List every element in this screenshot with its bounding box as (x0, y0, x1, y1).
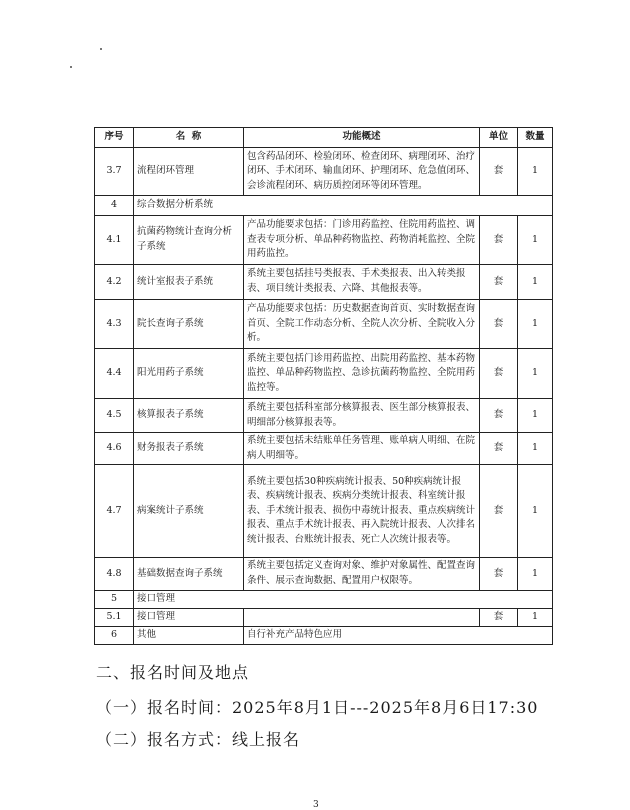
row-no: 4.5 (95, 399, 134, 433)
row-no: 4.7 (95, 465, 134, 558)
table-row (95, 216, 553, 265)
table-row (95, 148, 553, 196)
table-header-row (95, 128, 553, 148)
row-desc: 系统主要包括30种疾病统计报表、50种疾病统计报表、疾病统计报表、疾病分类统计报表、科室统计报表、手术统计报表、损伤中毒统计报表、重点疾病统计报表、重点手术统计报表、再入院统计报表、人次排名统计报表、台账统计报表、死亡人次统计报表等。 (244, 465, 480, 558)
table-row (95, 433, 553, 465)
table-row (95, 558, 553, 591)
header-name: 名 称 (134, 128, 244, 148)
row-name: 病案统计子系统 (134, 465, 244, 558)
section-heading: 二、报名时间及地点 (96, 663, 250, 682)
header-unit: 单位 (480, 128, 518, 148)
row-qty: 1 (518, 609, 553, 627)
row-no: 4.3 (95, 300, 134, 349)
row-desc: 系统主要包括定义查询对象、维护对象属性、配置查询条件、展示查询数据、配置用户权限等。 (244, 558, 480, 591)
registration-time: （一）报名时间：2025年8月1日---2025年8月6日17:30 (96, 698, 539, 717)
row-name: 阳光用药子系统 (134, 349, 244, 399)
row-qty: 1 (518, 300, 553, 349)
row-qty: 1 (518, 465, 553, 558)
row-no: 6 (95, 627, 134, 645)
row-qty: 1 (518, 265, 553, 300)
row-unit: 套 (480, 265, 518, 300)
row-desc: 产品功能要求包括：历史数据查询首页、实时数据查询首页、全院工作动态分析、全院人次分析、全院收入分析。 (244, 300, 480, 349)
row-name: 流程闭环管理 (134, 148, 244, 196)
product-spec-table (94, 127, 553, 645)
row-qty: 1 (518, 399, 553, 433)
row-no: 4.8 (95, 558, 134, 591)
row-no: 5 (95, 591, 134, 609)
row-unit: 套 (480, 558, 518, 591)
row-name: 统计室报表子系统 (134, 265, 244, 300)
row-qty: 1 (518, 216, 553, 265)
scan-speck (100, 48, 102, 50)
row-no: 4.4 (95, 349, 134, 399)
row-unit: 套 (480, 300, 518, 349)
row-no: 4.2 (95, 265, 134, 300)
row-desc: 系统主要包括挂号类报表、手术类报表、出入转类报表、项目统计类报表、六降、其他报表等。 (244, 265, 480, 300)
table-row (95, 349, 553, 399)
row-no: 4 (95, 196, 134, 216)
row-name: 核算报表子系统 (134, 399, 244, 433)
table-row (95, 300, 553, 349)
scan-speck (70, 66, 72, 68)
row-desc: 包含药品闭环、检验闭环、检查闭环、病理闭环、治疗闭环、手术闭环、输血闭环、护理闭环、危急值闭环、会诊流程闭环、病历质控闭环等闭环管理。 (244, 148, 480, 196)
header-desc: 功能概述 (244, 128, 480, 148)
row-unit: 套 (480, 465, 518, 558)
row-unit: 套 (480, 349, 518, 399)
row-unit: 套 (480, 216, 518, 265)
row-qty: 1 (518, 433, 553, 465)
row-qty: 1 (518, 148, 553, 196)
table-row (95, 265, 553, 300)
row-qty: 1 (518, 349, 553, 399)
header-no: 序号 (95, 128, 134, 148)
row-desc (244, 609, 480, 627)
row-unit: 套 (480, 399, 518, 433)
row-unit: 套 (480, 433, 518, 465)
row-no: 3.7 (95, 148, 134, 196)
table-row (95, 609, 553, 627)
row-desc: 系统主要包括科室部分核算报表、医生部分核算报表、明细部分核算报表等。 (244, 399, 480, 433)
table-row (95, 465, 553, 558)
row-unit: 套 (480, 148, 518, 196)
row-no: 5.1 (95, 609, 134, 627)
header-qty: 数量 (518, 128, 553, 148)
table-row (95, 627, 553, 645)
row-name: 院长查询子系统 (134, 300, 244, 349)
table-row (95, 591, 553, 609)
row-qty: 1 (518, 558, 553, 591)
page-number: 3 (313, 800, 319, 810)
row-unit: 套 (480, 609, 518, 627)
row-name: 抗菌药物统计查询分析子系统 (134, 216, 244, 265)
row-desc: 自行补充产品特色应用 (244, 627, 553, 645)
table-row (95, 196, 553, 216)
row-name: 接口管理 (134, 591, 553, 609)
row-desc: 系统主要包括未结账单任务管理、账单病人明细、在院病人明细等。 (244, 433, 480, 465)
row-name: 综合数据分析系统 (134, 196, 553, 216)
row-no: 4.6 (95, 433, 134, 465)
row-no: 4.1 (95, 216, 134, 265)
row-name: 基础数据查询子系统 (134, 558, 244, 591)
registration-method: （二）报名方式：线上报名 (96, 730, 301, 749)
row-desc: 系统主要包括门诊用药监控、出院用药监控、基本药物监控、单品种药物监控、急诊抗菌药物监控、全院用药监控等。 (244, 349, 480, 399)
row-desc: 产品功能要求包括：门诊用药监控、住院用药监控、调查表专项分析、单品种药物监控、药物消耗监控、全院用药监控。 (244, 216, 480, 265)
table-row (95, 399, 553, 433)
row-name: 财务报表子系统 (134, 433, 244, 465)
row-name: 接口管理 (134, 609, 244, 627)
row-name: 其他 (134, 627, 244, 645)
